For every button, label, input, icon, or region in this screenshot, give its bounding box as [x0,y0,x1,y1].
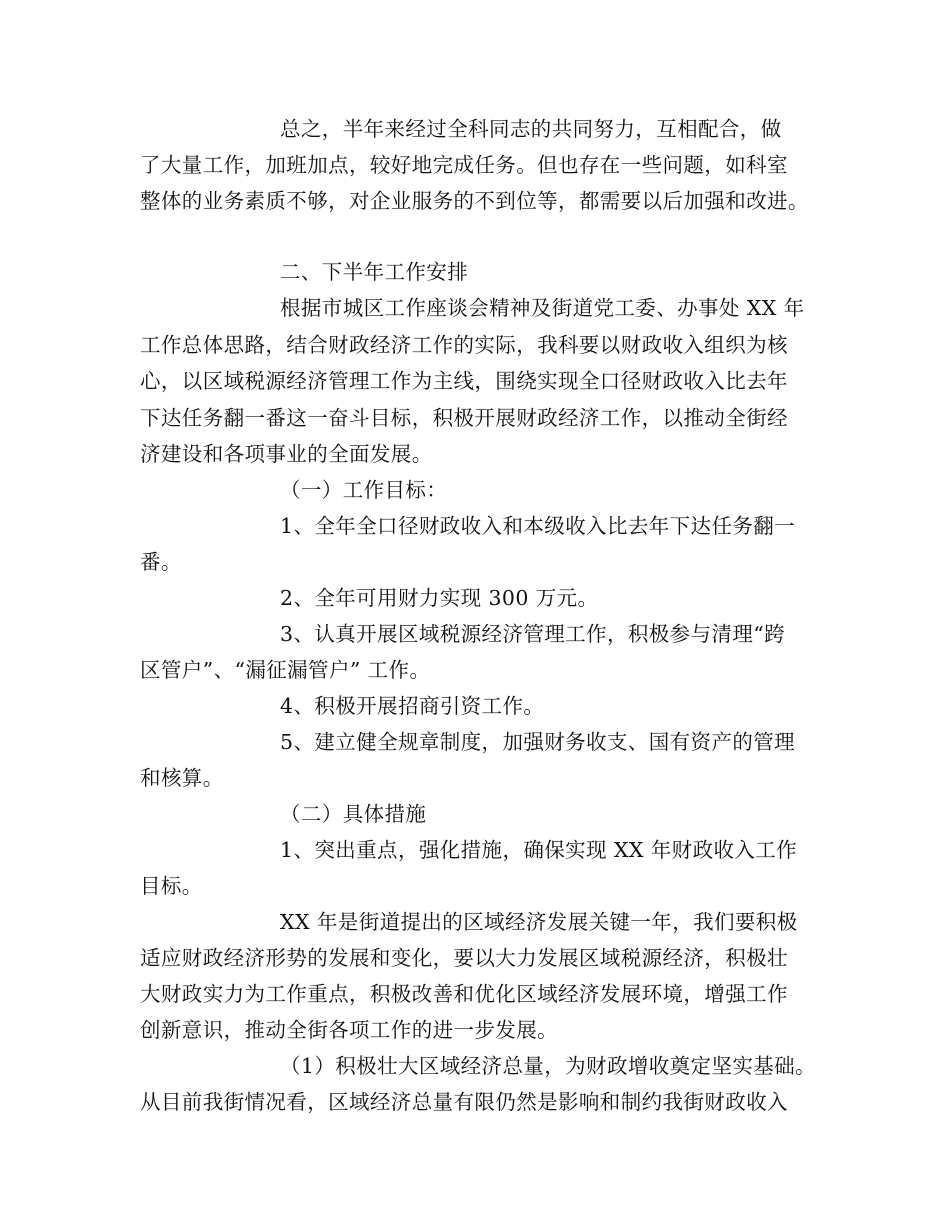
paragraph-line: 工作总体思路，结合财政经济工作的实际，我科要以财政收入组织为核 [140,333,788,357]
paragraph-line: 根据市城区工作座谈会精神及街道党工委、办事处 XX 年 [280,296,805,320]
paragraph-line: 创新意识，推动全街各项工作的进一步发展。 [140,1018,558,1042]
list-item-line: 番。 [140,550,182,574]
list-item-line: 和核算。 [140,766,224,790]
paragraph-line: （1）积极壮大区域经济总量，为财政增收奠定坚实基础。 [280,1054,816,1078]
paragraph-line: 总之，半年来经过全科同志的共同努力，互相配合，做 [280,117,782,141]
list-item-line: 1、全年全口径财政收入和本级收入比去年下达任务翻一 [280,514,796,538]
paragraph-line: 了大量工作，加班加点，较好地完成任务。但也存在一些问题，如科室 [140,153,788,177]
list-item-line: 4、积极开展招商引资工作。 [280,694,545,718]
paragraph-line: 下达任务翻一番这一奋斗目标，积极开展财政经济工作，以推动全街经 [140,406,788,430]
list-item-line: 2、全年可用财力实现 300 万元。 [280,586,599,610]
list-item-line: 5、建立健全规章制度，加强财务收支、国有资产的管理 [280,730,796,754]
paragraph-line: 整体的业务素质不够，对企业服务的不到位等，都需要以后加强和改进。 [140,189,809,213]
paragraph-line: 大财政实力为工作重点，积极改善和优化区域经济发展环境，增强工作 [140,982,788,1006]
paragraph-line: 从目前我街情况看，区域经济总量有限仍然是影响和制约我街财政收入 [140,1090,788,1114]
list-item-line: 1、突出重点，强化措施，确保实现 XX 年财政收入工作 [280,838,798,862]
paragraph-line: XX 年是街道提出的区域经济发展关键一年，我们要积极 [280,910,798,934]
paragraph-line: 济建设和各项事业的全面发展。 [140,442,433,466]
list-item-line: 目标。 [140,874,203,898]
paragraph-line: 心，以区域税源经济管理工作为主线，围绕实现全口径财政收入比去年 [140,369,788,393]
subsection-heading: （一）工作目标： [280,478,448,502]
paragraph-line: 适应财政经济形势的发展和变化，要以大力发展区域税源经济，积极壮 [140,946,788,970]
list-item-line: 3、认真开展区域税源经济管理工作，积极参与清理“跨 [280,622,786,646]
section-heading: 二、下半年工作安排 [280,260,469,284]
subsection-heading: （二）具体措施 [280,802,427,826]
list-item-line: 区管户”、“漏征漏管户” 工作。 [140,658,431,682]
